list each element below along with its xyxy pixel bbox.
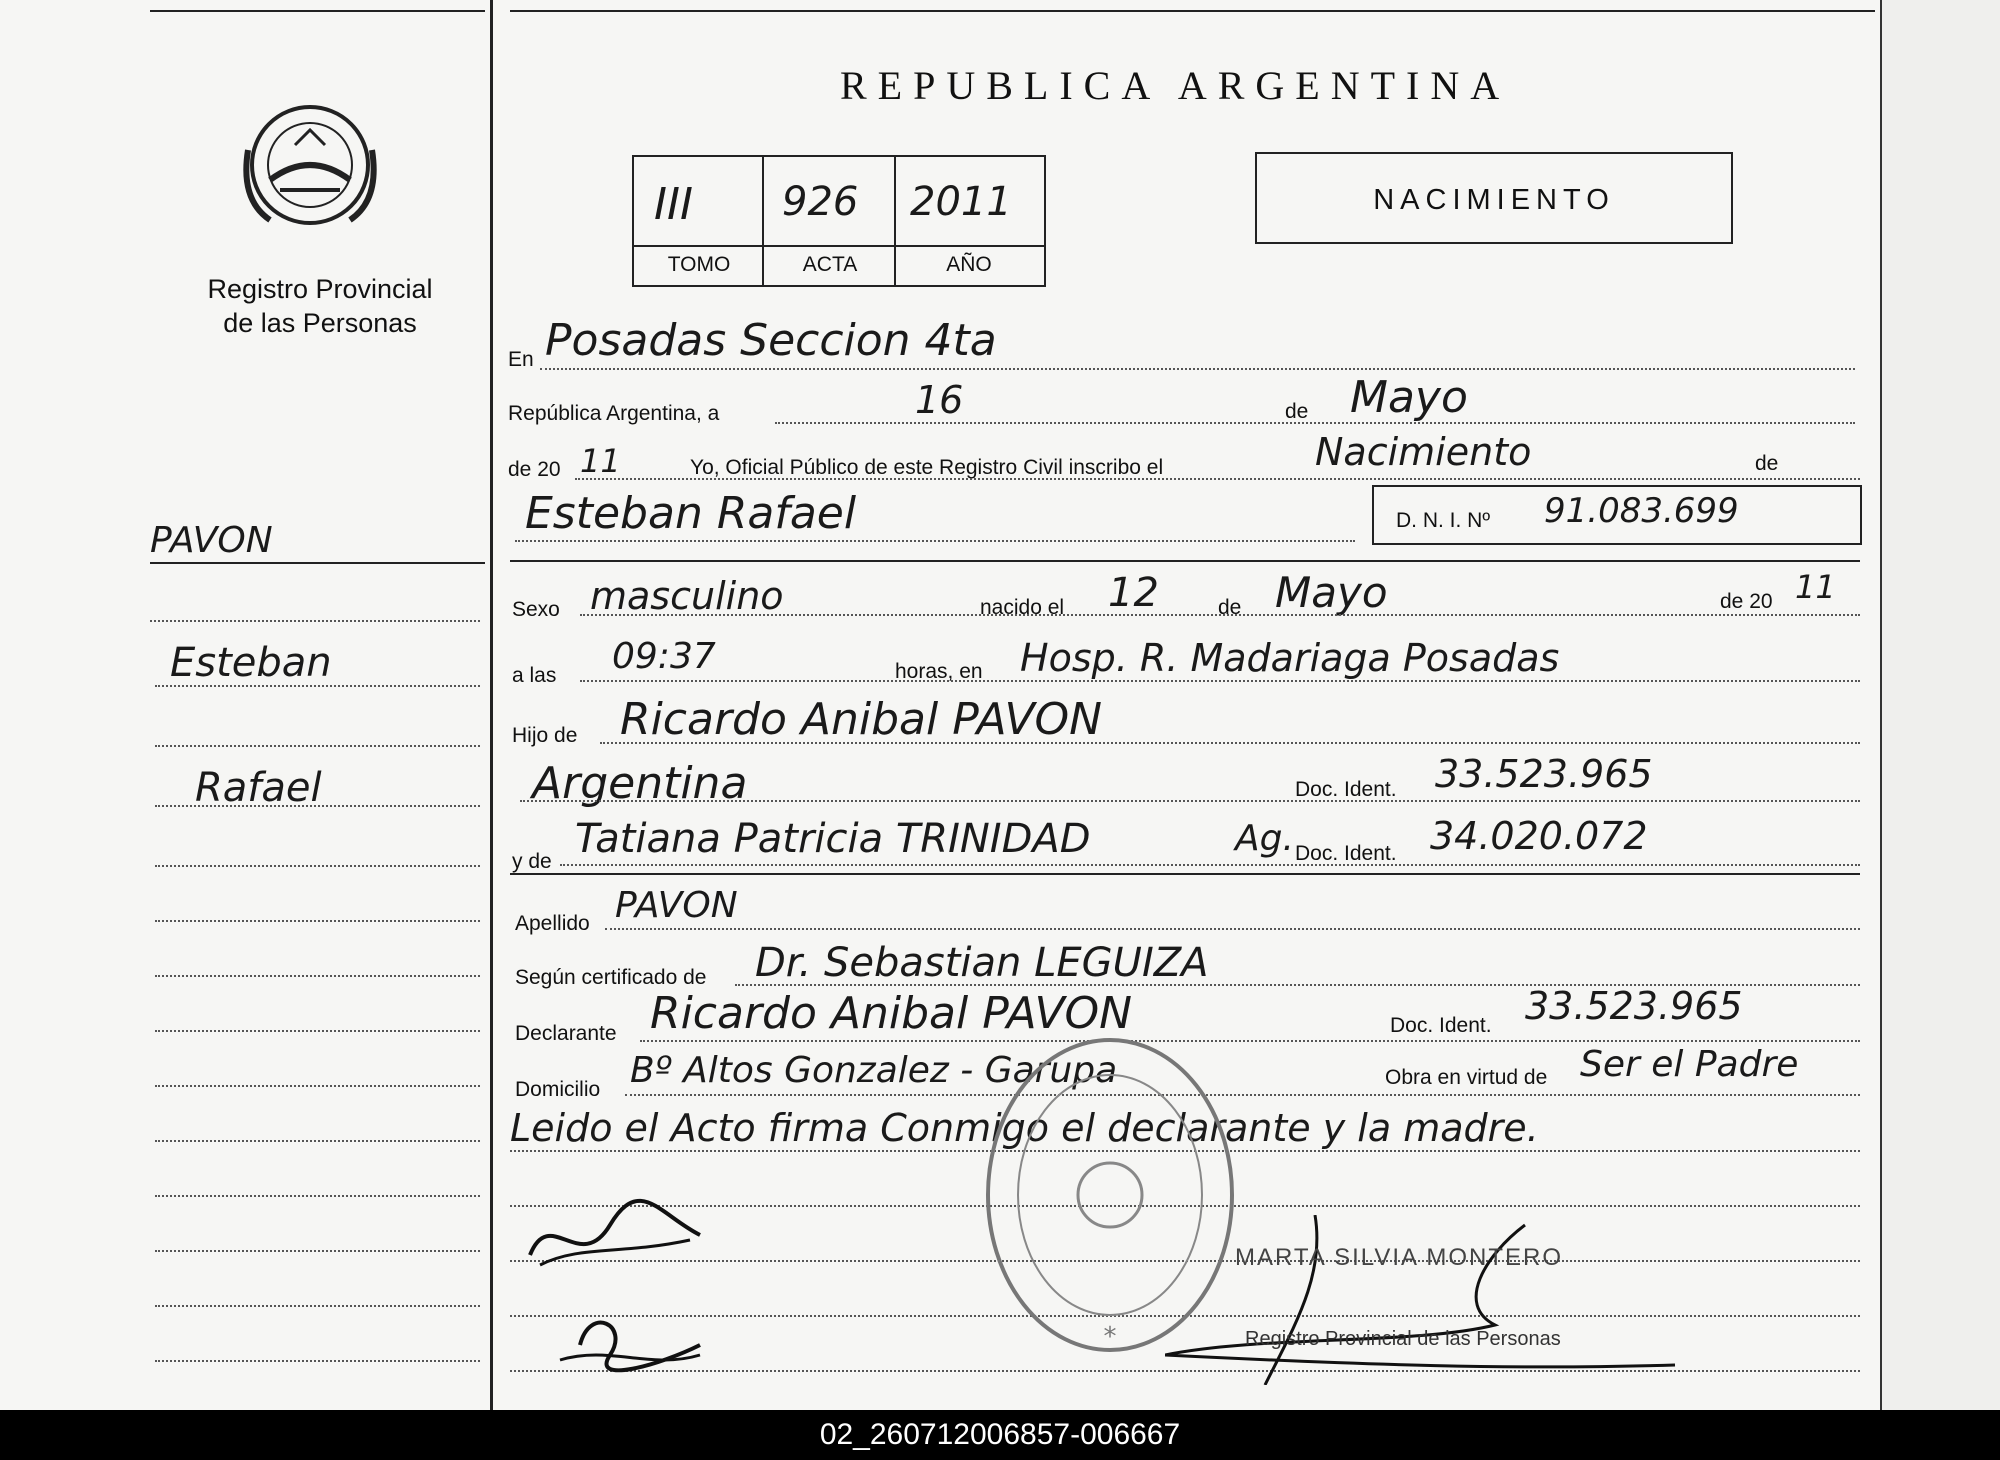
dni-box [1372, 485, 1862, 545]
page-margin [1882, 0, 2000, 1410]
place-value: Posadas Seccion 4ta [545, 315, 997, 366]
child-name-value: Esteban Rafael [525, 488, 857, 539]
official-office: Registro Provincial de las Personas [1245, 1328, 1561, 1350]
hour-value: 09:37 [612, 636, 716, 677]
de20-label: de 20 [508, 458, 561, 481]
stub-top-rule [150, 10, 485, 12]
stub-rule [155, 975, 480, 977]
doc1-label: Doc. Ident. [1295, 778, 1397, 801]
day-value: 16 [915, 378, 964, 422]
address-value: Bº Altos Gonzalez - Garupa [630, 1050, 1118, 1091]
segun-label: Según certificado de [515, 966, 707, 989]
stub-rule [155, 1305, 480, 1307]
alas-label: a las [512, 664, 557, 687]
birth-month-value: Mayo [1275, 568, 1388, 617]
stub-first-name: Esteban [170, 640, 332, 686]
year-value: 11 [580, 442, 621, 480]
father-line [600, 742, 1860, 744]
address-line [625, 1094, 1860, 1096]
declarant-doc-value: 33.523.965 [1525, 984, 1743, 1028]
father-doc-value: 33.523.965 [1435, 752, 1653, 796]
registry-title [150, 272, 490, 340]
mother-nationality-value: Ag. [1235, 818, 1294, 859]
declarant-value: Ricardo Anibal PAVON [650, 988, 1133, 1039]
en-line [540, 368, 1855, 370]
nac-de20-label: de 20 [1720, 590, 1773, 613]
apellido-label: Apellido [515, 912, 590, 935]
stub-rule [155, 805, 480, 807]
nac-de-label: de [1218, 596, 1242, 619]
stub-rule [155, 1250, 480, 1252]
sexo-line [580, 614, 1860, 616]
father-doc-line [520, 800, 1860, 802]
form-top-rule [510, 10, 1875, 12]
stub-rule [155, 1360, 480, 1362]
doc2-label: Doc. Ident. [1295, 842, 1397, 865]
stub-rule [155, 745, 480, 747]
republica-label: República Argentina, a [508, 402, 720, 425]
anio-label: AÑO [946, 253, 992, 276]
signatures-icon [520, 1195, 720, 1395]
document-title: REPUBLICA ARGENTINA [840, 63, 1511, 108]
footer-code: 02_260712006857-006667 [0, 1410, 2000, 1460]
declarante-label: Declarante [515, 1022, 617, 1045]
closing-statement: Leido el Acto firma Conmigo el declarante y la madre. [510, 1106, 1539, 1150]
dni-label: D. N. I. Nº [1396, 509, 1491, 532]
de-label: de [1285, 400, 1309, 423]
tomo-value: III [654, 179, 693, 230]
registry-title-line1: Registro Provincial [207, 274, 433, 304]
acto-value: Nacimiento [1315, 430, 1532, 474]
hijo-label: Hijo de [512, 724, 578, 747]
doctor-value: Dr. Sebastian LEGUIZA [755, 940, 1209, 986]
father-nationality-value: Argentina [532, 758, 748, 809]
sexo-label: Sexo [512, 598, 560, 621]
record-type-box: NACIMIENTO [1255, 152, 1733, 244]
month-value: Mayo [1350, 372, 1468, 423]
mother-line [560, 864, 1860, 866]
stub-surname-rule [150, 562, 485, 564]
birth-year-value: 11 [1795, 568, 1836, 606]
yde-label: y de [512, 850, 552, 873]
father-name-value: Ricardo Anibal PAVON [620, 694, 1103, 745]
registry-title-line2: de las Personas [223, 308, 417, 338]
stub-rule [155, 685, 480, 687]
stub-surname: PAVON [150, 520, 273, 561]
tomo-label: TOMO [667, 253, 731, 276]
stub-second-name: Rafael [195, 765, 322, 811]
section-rule [510, 560, 1860, 562]
name-line [515, 540, 1355, 542]
stub-rule [155, 1195, 480, 1197]
surname-value: PAVON [615, 885, 738, 926]
domicilio-label: Domicilio [515, 1078, 601, 1101]
yo-label: Yo, Oficial Público de este Registro Civil inscribo el [690, 456, 1164, 479]
acto-line [575, 478, 1860, 480]
birth-day-value: 12 [1108, 570, 1159, 616]
stub-rule [155, 1030, 480, 1032]
de2-label: de [1755, 452, 1779, 475]
birthplace-value: Hosp. R. Madariaga Posadas [1020, 636, 1560, 680]
obra-value: Ser el Padre [1580, 1044, 1799, 1085]
province-seal-icon [240, 90, 380, 240]
mother-name-value: Tatiana Patricia TRINIDAD [575, 816, 1091, 862]
stub-divider [490, 0, 493, 1410]
dni-value: 91.083.699 [1544, 491, 1739, 531]
acta-value: 926 [782, 179, 859, 225]
stub-rule [155, 1140, 480, 1142]
official-signature-icon [1165, 1215, 1685, 1385]
anio-value: 2011 [910, 179, 1012, 225]
surname-line [605, 928, 1860, 930]
date-line [775, 422, 1855, 424]
declarant-line [640, 1040, 1860, 1042]
doc3-label: Doc. Ident. [1390, 1014, 1492, 1037]
stub-rule [155, 1085, 480, 1087]
nacido-label: nacido el [980, 596, 1065, 619]
sexo-value: masculino [590, 574, 784, 618]
official-name: MARTA SILVIA MONTERO [1235, 1244, 1564, 1271]
mother-doc-value: 34.020.072 [1430, 814, 1648, 858]
acta-label: ACTA [802, 253, 858, 276]
horas-en-label: horas, en [895, 660, 983, 683]
svg-text:*: * [1103, 1322, 1117, 1352]
stub-rule [150, 620, 480, 622]
hour-line [580, 680, 1860, 682]
stub-rule [155, 920, 480, 922]
en-label: En [508, 348, 534, 371]
reference-box [632, 155, 1046, 287]
stub-rule [155, 865, 480, 867]
section-rule [510, 873, 1860, 875]
obra-label: Obra en virtud de [1385, 1066, 1548, 1089]
